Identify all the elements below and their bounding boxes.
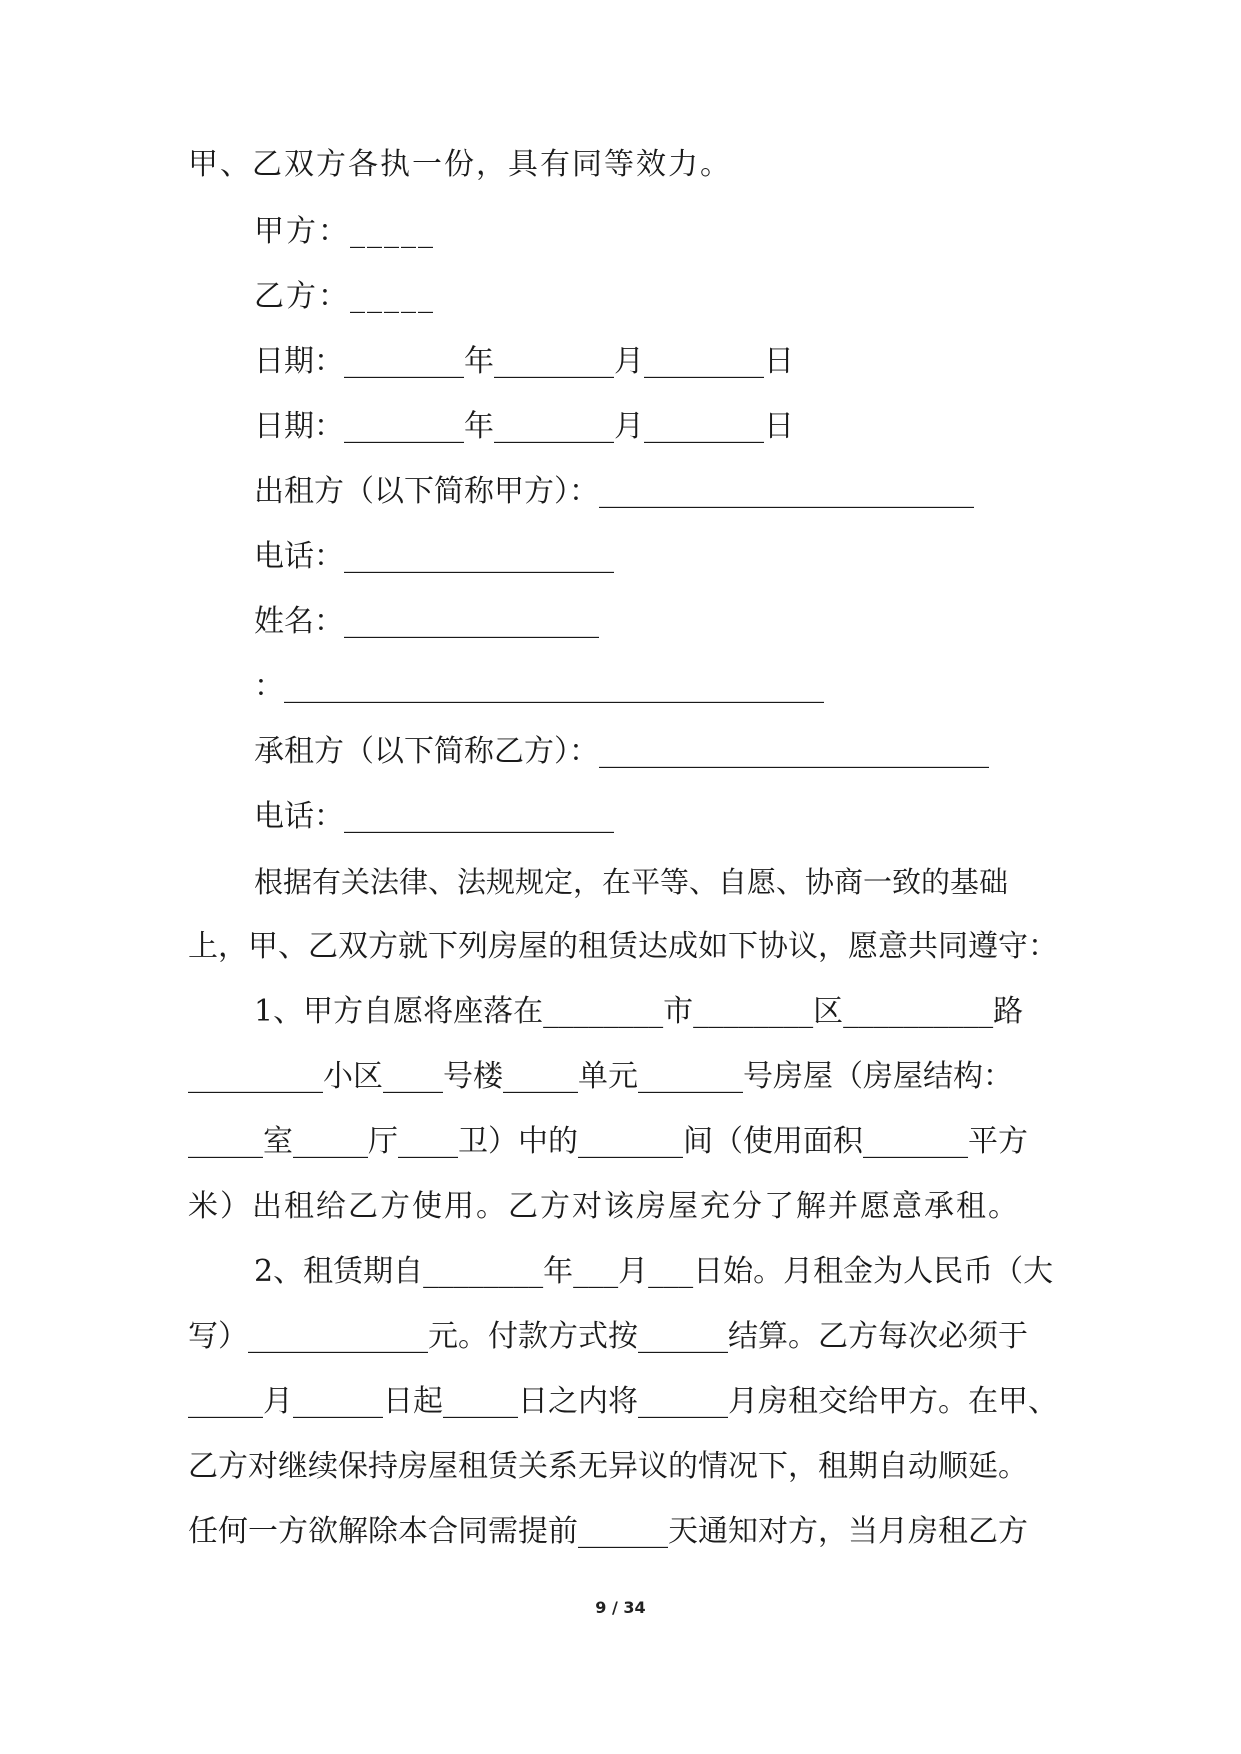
lessee-phone-line: 电话：__________________	[254, 799, 614, 834]
text-line: _____室_____厅____卫）中的_______间（使用面积_______平方	[188, 1124, 1028, 1159]
text-line: 2、租赁期自________年___月___日始。月租金为人民币（大	[254, 1254, 1054, 1289]
text-line: 乙方对继续保持房屋租赁关系无异议的情况下，租期自动顺延。	[188, 1449, 1028, 1484]
page-number: 9 / 34	[595, 1598, 646, 1617]
text-line: 写）____________元。付款方式按______结算。乙方每次必须于	[188, 1319, 1028, 1354]
lessor-line: 出租方（以下简称甲方）：_________________________	[254, 474, 974, 509]
text-line: _____月______日起_____日之内将______月房租交给甲方。在甲、	[188, 1384, 1058, 1419]
date-line: 日期：________年________月________日	[254, 344, 794, 379]
party-a-signature-line: 甲方：_____	[254, 214, 435, 249]
text-line: 甲、乙双方各执一份，具有同等效力。	[188, 147, 732, 182]
name-line: 姓名：_________________	[254, 604, 599, 639]
lessee-line: 承租方（以下简称乙方）：__________________________	[254, 734, 989, 769]
lessor-phone-line: 电话：__________________	[254, 539, 614, 574]
text-line: _________小区____号楼_____单元_______号房屋（房屋结构：	[188, 1059, 1013, 1094]
text-line: 上，甲、乙双方就下列房屋的租赁达成如下协议，愿意共同遵守：	[188, 929, 1058, 964]
date-line: 日期：________年________月________日	[254, 409, 794, 444]
text-line: 1、甲方自愿将座落在________市________区__________路	[254, 994, 1024, 1029]
party-b-signature-line: 乙方：_____	[254, 279, 435, 314]
text-line: 米）出租给乙方使用。乙方对该房屋充分了解并愿意承租。	[188, 1189, 1020, 1224]
blank-line: ：____________________________________	[254, 669, 824, 704]
text-line: 任何一方欲解除本合同需提前______天通知对方，当月房租乙方	[188, 1514, 1028, 1549]
text-line: 根据有关法律、法规规定，在平等、自愿、协商一致的基础	[254, 865, 1009, 899]
